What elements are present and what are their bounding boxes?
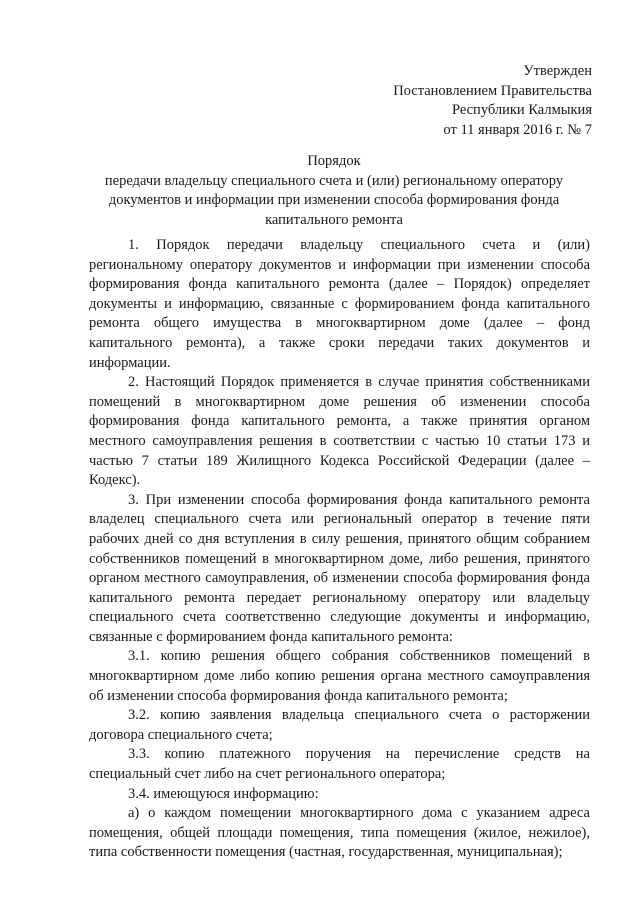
approval-line-republic: Республики Калмыкия — [451, 102, 592, 118]
paragraph-3: 3. При изменении способа формирования фонда капитального ремонта владелец специального счета или региональный оператор в течение пяти рабочих дней со дня вступления в силу решения, принятого общим собранием собственников помещений в многоквартирном доме, либо решения, принятого органом местного самоуправления, об изменении способа формирования фонда капитального ремонта передает региональному оператору или владельцу специального счета соответственно следующие документы и информацию, связанные с формированием фонда капитального ремонта: — [89, 491, 590, 645]
approval-line-resolution: Постановлением Правительства — [393, 82, 592, 99]
paragraph-3-3: 3.3. копию платежного поручения на перечисление средств на специальный счет либо на счет регионального оператора; — [89, 746, 590, 783]
paragraph-3-2: 3.2. копию заявления владельца специального счета о расторжении договора специального счета; — [89, 707, 590, 743]
title-line-1: Порядок — [307, 153, 361, 169]
document-body — [89, 236, 590, 863]
paragraph-2: 2. Настоящий Порядок применяется в случае принятия собственниками помещений в многоквартирном доме решения об изменении способа формирования фонда капитального ремонта, а также принятия органом местного самоуправления решения в соответствии с частью 10 статьи 173 и частью 7 статьи 189 Жилищного Кодекса Российской Федерации (далее – Кодекс). — [89, 374, 590, 489]
title-line-2: передачи владельцу специального счета и (или) региональному оператору — [104, 172, 564, 189]
paragraph-3-4: 3.4. имеющуюся информацию: — [128, 785, 319, 802]
approval-line-approved: Утвержден — [523, 63, 592, 79]
approval-line-date: от 11 января 2016 г. № 7 — [443, 121, 592, 138]
approval-stamp-block — [393, 62, 592, 140]
title-line-4: капитального ремонта — [265, 211, 403, 228]
paragraph-3-1: 3.1. копию решения общего собрания собственников помещений в многоквартирном доме либо копию решения органа местного самоуправления об изменении способа формирования фонда капитального ремонта; — [89, 648, 590, 704]
paragraph-1: 1. Порядок передачи владельцу специального счета и (или) региональному оператору документов и информации при изменении способа формирования фонда капитального ремонта (далее – Порядок) определяет документы и информацию, связанные с формированием фонда капитального ремонта общего имущества в многоквартирном доме (далее – фонд капитального ремонта), а также сроки передачи таких документов и информации. — [89, 237, 590, 371]
title-line-3: документов и информации при изменении способа формирования фонда — [108, 192, 560, 208]
document-title — [78, 152, 590, 230]
paragraph-3-4-a: а) о каждом помещении многоквартирного дома с указанием адреса помещения, общей площади помещения, типа помещения (жилое, нежилое), типа собственности помещения (частная, государственная, муниципальная); — [89, 805, 590, 861]
